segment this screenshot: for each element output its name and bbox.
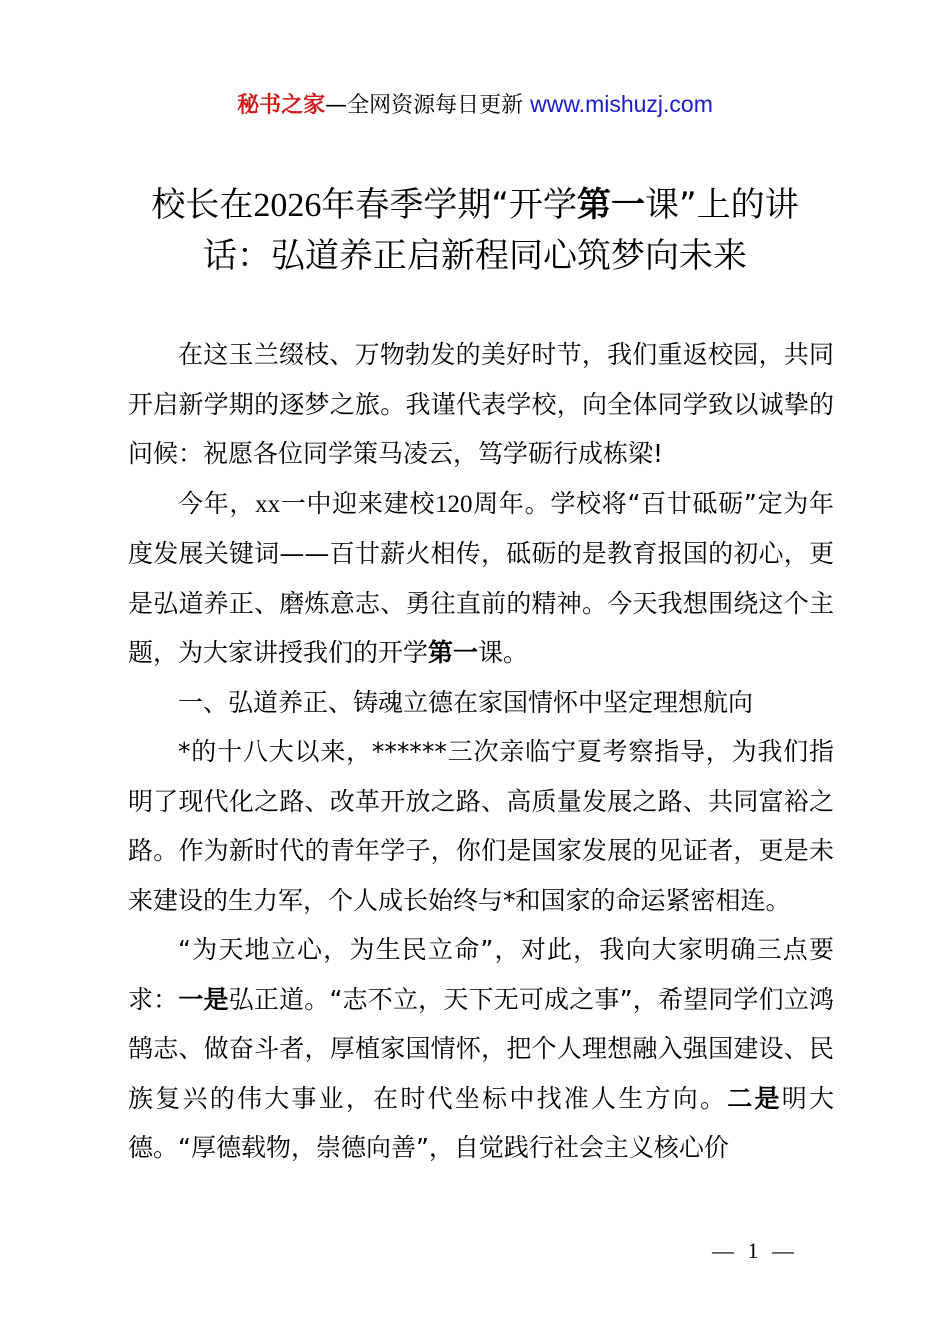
text-span: “为天地立心，为生民立命”，对此，我向大家明确三点要求： [128, 935, 834, 1014]
paragraph-history: *的十八大以来，******三次亲临宁夏考察指导，为我们指明了现代化之路、改革开放之路、高质量发展之路、共同富裕之路。作为新时代的青年学子，你们是国家发展的见证者，更是未来建设的生力军，个人成长始终与*和国家的命运紧密相连。 [128, 737, 834, 915]
bold-text: 二是 [727, 1083, 782, 1113]
site-url-link[interactable]: www.mishuzj.com [530, 91, 713, 117]
text-span: 周年。学校将“百廿砥砺”定为年度发展关键词——百廿薪火相传，砥砺的是教育报国的初心，更是弘道养正、磨炼意志、勇往直前的精神。今天我想围绕这个主题，为大家讲授我们的开学 [128, 488, 834, 667]
text-span: 今年， [178, 488, 256, 518]
anniversary-number: 120 [435, 490, 473, 518]
document-title [120, 180, 830, 281]
text-span: 明大德。“厚德载物，崇德向善”，自觉践行社会主义核心价 [128, 1083, 834, 1162]
page-number: — 1 — [712, 1238, 798, 1263]
text-span: 课。 [478, 638, 529, 667]
title-bold: 第一 [577, 185, 645, 225]
text-span: 弘正道。“志不立，天下无可成之事”，希望同学们立鸿鹄志、做奋斗者，厚植家国情怀，把个人理想融入强国建设、民族复兴的伟大事业，在时代坐标中找准人生方向。 [128, 984, 834, 1113]
site-header [0, 86, 950, 124]
bold-text: 一是 [178, 984, 229, 1014]
title-year: 2026 [253, 187, 322, 224]
title-part-3: 课”上的讲话：弘道养正启新程同心筑梦向未来 [203, 185, 799, 276]
bold-text: 第一 [428, 638, 479, 667]
brand-name: 秘书之家 [237, 93, 326, 118]
paragraph-anniversary [128, 479, 834, 678]
paragraph-requirements [128, 925, 834, 1173]
section-heading-1: 一、弘道养正、铸魂立德在家国情怀中坚定理想航向 [178, 687, 754, 717]
paragraph-intro: 在这玉兰缀枝、万物勃发的美好时节，我们重返校园，共同开启新学期的逐梦之旅。我谨代表学校，向全体同学致以诚挚的问候：祝愿各位同学策马凌云，笃学砺行成栋梁! [128, 340, 834, 468]
school-placeholder: xx [255, 490, 281, 518]
title-part-2: 年春季学期“开学 [321, 185, 577, 225]
document-body [128, 330, 834, 1173]
header-tagline: —全网资源每日更新 [325, 93, 524, 118]
text-span: 一中迎来建校 [280, 488, 436, 518]
title-part-1: 校长在 [151, 185, 254, 225]
